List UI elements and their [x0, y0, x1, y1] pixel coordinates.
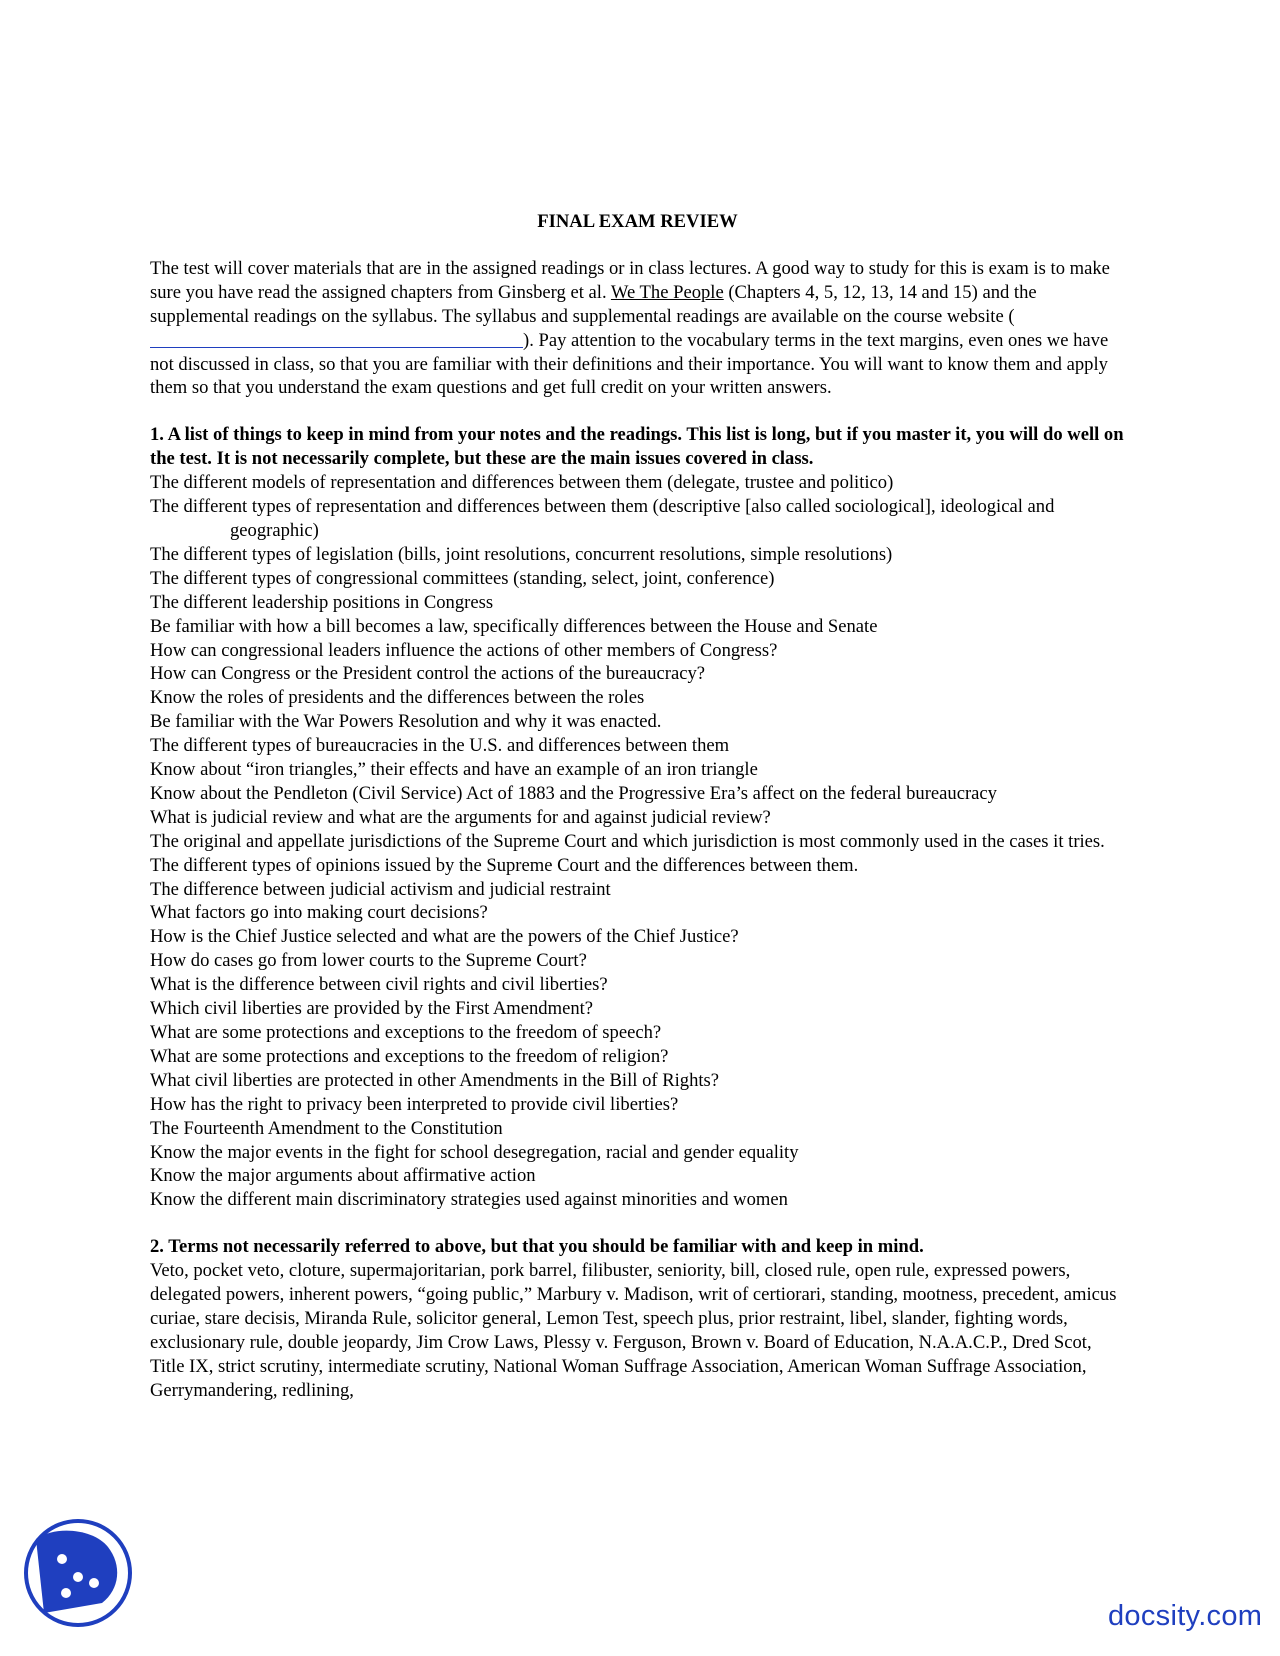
docsity-logo-icon: [22, 1517, 134, 1629]
list-item: Know the major events in the fight for school desegregation, racial and gender equality: [150, 1141, 799, 1163]
list-item: The different types of representation and differences between them (descriptive [also called sociological], ideological and geographic): [150, 496, 1055, 541]
intro-text-2: (Chapters 4, 5, 12, 13, 14 and 15) and the supplemental readings on the syllabus. The syllabus and supplemental readings are available on the course website (: [150, 281, 1037, 327]
section-2-heading: 2. Terms not necessarily referred to above, but that you should be familiar with and keep in mind.: [150, 1236, 924, 1258]
list-item: How can Congress or the President control the actions of the bureaucracy?: [150, 663, 706, 685]
list-item: The different types of opinions issued by the Supreme Court and the differences between them.: [150, 854, 859, 876]
list-item: The different types of bureaucracies in the U.S. and differences between them: [150, 735, 730, 757]
list-item: How is the Chief Justice selected and what are the powers of the Chief Justice?: [150, 926, 739, 948]
list-item: The Fourteenth Amendment to the Constitution: [150, 1117, 503, 1139]
list-item: Know the major arguments about affirmative action: [150, 1165, 536, 1187]
list-item: The different models of representation and differences between them (delegate, trustee and politico): [150, 472, 894, 494]
section-2-terms: Veto, pocket veto, cloture, supermajoritarian, pork barrel, filibuster, seniority, bill, closed rule, open rule, expressed powers, delegated powers, inherent powers, “going public,” Marbury v. Madison, writ of certiorari, standing, mootness, precedent, amicus curiae, stare decisis, Miranda Rule, solicitor general, Lemon Test, speech plus, prior restraint, libel, slander, fighting words, exclusionary rule, double jeopardy, Jim Crow Laws, Plessy v. Ferguson, Brown v. Board of Education, N.A.A.C.P., Dred Scot, Title IX, strict scrutiny, intermediate scrutiny, National Woman Suffrage Association, American Woman Suffrage Association, Gerrymandering, redlining,: [150, 1260, 1117, 1401]
list-item: The different types of congressional committees (standing, select, joint, conference): [150, 567, 775, 589]
section-1-list: [150, 471, 1125, 1212]
list-item: Which civil liberties are provided by the First Amendment?: [150, 998, 594, 1020]
list-item: What is judicial review and what are the arguments for and against judicial review?: [150, 806, 771, 828]
list-item: Be familiar with the War Powers Resolution and why it was enacted.: [150, 711, 662, 733]
list-item: The original and appellate jurisdictions of the Supreme Court and which jurisdiction is most commonly used in the cases it tries.: [150, 830, 1105, 852]
list-item: Know the different main discriminatory strategies used against minorities and women: [150, 1189, 788, 1211]
intro-text-1: The test will cover materials that are in the assigned readings or in class lectures. A good way to study for this is exam is to make sure you have read the assigned chapters from Ginsberg et al.: [150, 257, 1110, 303]
list-item: The different types of legislation (bills, joint resolutions, concurrent resolutions, simple resolutions): [150, 543, 893, 565]
section-1-heading: 1. A list of things to keep in mind from your notes and the readings. This list is long, but if you master it, you will do well on the test. It is not necessarily complete, but these are the main issues covered in class.: [150, 424, 1124, 470]
document-title: FINAL EXAM REVIEW: [537, 211, 738, 232]
book-title: We The People: [610, 281, 724, 303]
list-item: What are some protections and exceptions to the freedom of speech?: [150, 1022, 662, 1043]
list-item: What factors go into making court decisions?: [150, 902, 488, 924]
list-item: The difference between judicial activism and judicial restraint: [150, 878, 611, 900]
list-item: Know the roles of presidents and the differences between the roles: [150, 687, 645, 709]
document-page: [150, 210, 1125, 1403]
list-item: What is the difference between civil rights and civil liberties?: [150, 974, 608, 996]
list-item: What are some protections and exceptions to the freedom of religion?: [150, 1045, 669, 1067]
list-item: Be familiar with how a bill becomes a law, specifically differences between the House and Senate: [150, 615, 878, 637]
list-item: How do cases go from lower courts to the Supreme Court?: [150, 950, 587, 972]
docsity-watermark[interactable]: docsity.com: [1108, 1600, 1263, 1632]
list-item: Know about “iron triangles,” their effects and have an example of an iron triangle: [150, 759, 758, 781]
intro-text-3: ). Pay attention to the vocabulary terms in the text margins, even ones we have not discussed in class, so that you are familiar with their definitions and their importance. You will want to know them and apply them so that you understand the exam questions and get full credit on your written answers.: [150, 329, 1109, 399]
list-item: Know about the Pendleton (Civil Service) Act of 1883 and the Progressive Era’s affect on the federal bureaucracy: [150, 782, 997, 804]
intro-paragraph: [150, 257, 1125, 400]
list-item: How has the right to privacy been interpreted to provide civil liberties?: [150, 1093, 679, 1115]
list-item: How can congressional leaders influence the actions of other members of Congress?: [150, 639, 778, 661]
list-item: What civil liberties are protected in other Amendments in the Bill of Rights?: [150, 1069, 720, 1091]
list-item: The different leadership positions in Congress: [150, 591, 494, 613]
course-website-link[interactable]: [150, 329, 523, 348]
